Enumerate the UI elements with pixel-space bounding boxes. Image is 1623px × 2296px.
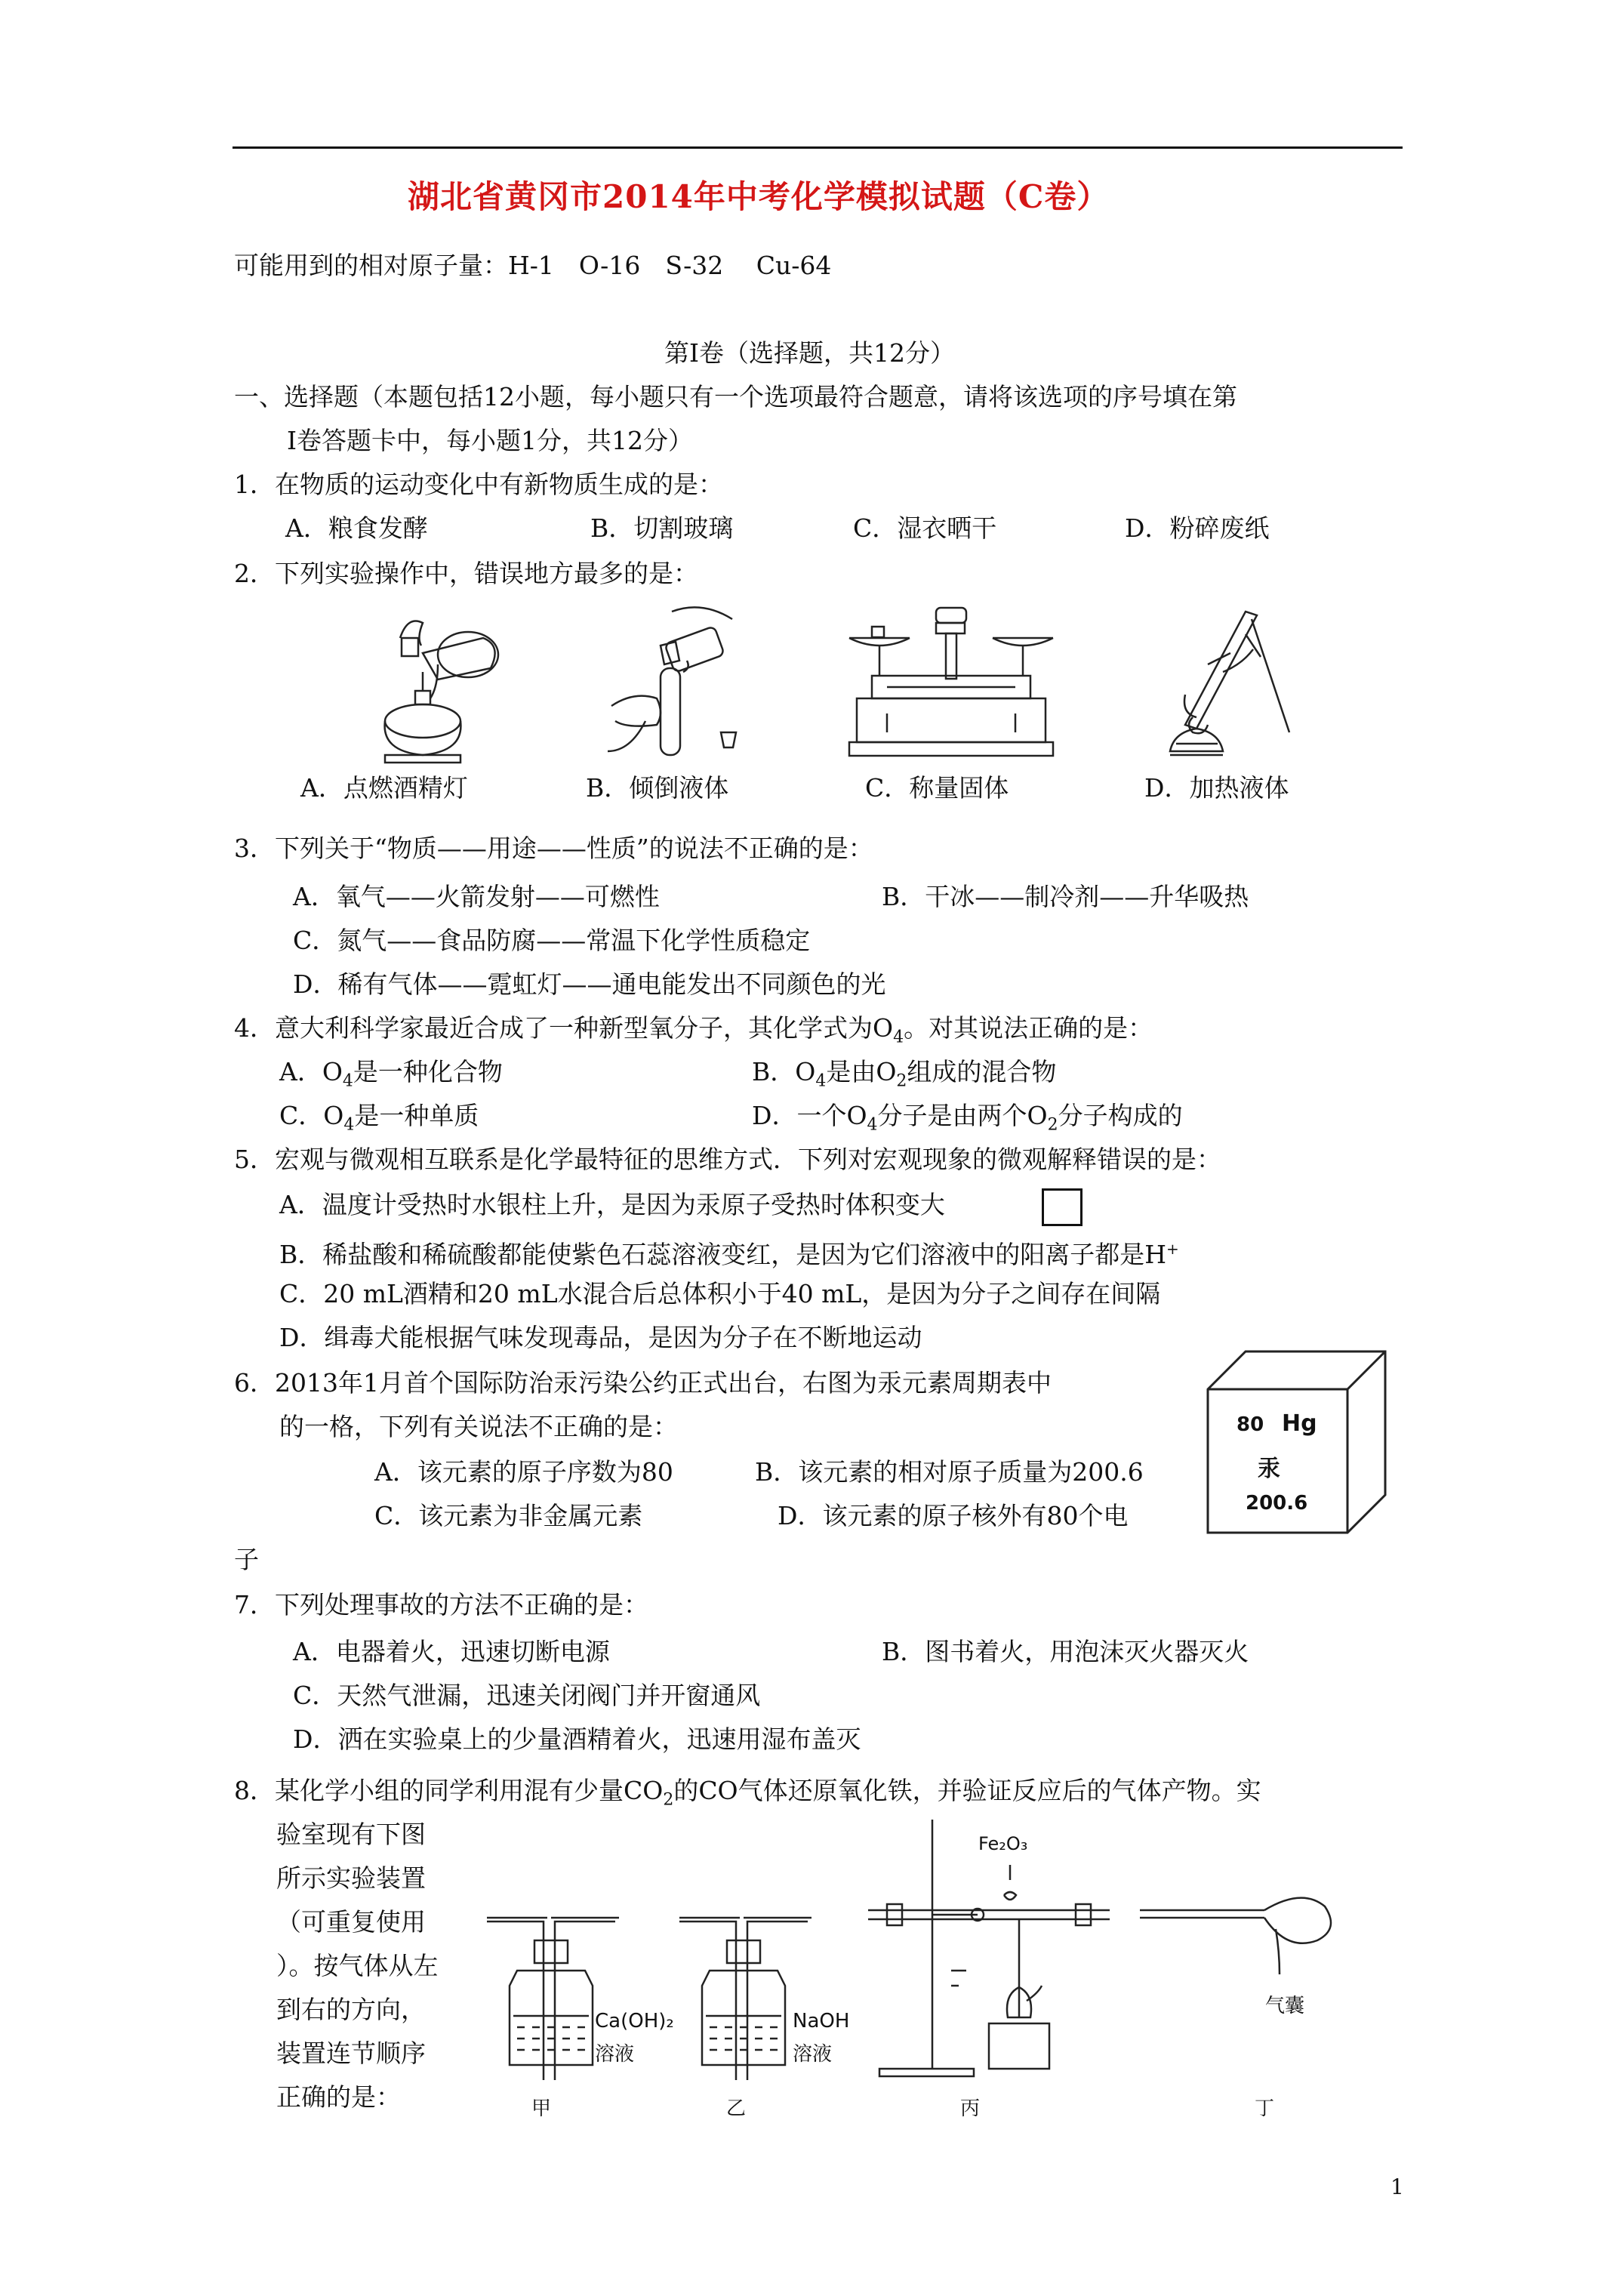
q6-stem-line1: 6．2013年1月首个国际防治汞污染公约正式出台，右图为汞元素周期表中 <box>234 1368 1052 1398</box>
q8-side-line-5: 到右的方向， <box>276 1995 426 2024</box>
q1-option-b: B．切割玻璃 <box>590 513 734 543</box>
q1-option-d: D．粉碎废纸 <box>1125 513 1270 543</box>
answer-box <box>1042 1188 1083 1226</box>
element-symbol: Hg <box>1282 1410 1317 1437</box>
q7-stem: 7．下列处理事故的方法不正确的是： <box>234 1590 648 1620</box>
ding-reagent: 气囊 <box>1265 1995 1305 2017</box>
q6-wrap: 子 <box>234 1545 259 1574</box>
q3-option-b: B．干冰——制冷剂——升华吸热 <box>882 882 1249 911</box>
instruction-line1: 一、选择题（本题包括12小题，每小题只有一个选项最符合题意，请将该选项的序号填在第 <box>234 382 1237 411</box>
apparatus-label-yi: 乙 <box>726 2097 747 2120</box>
q2-option-a: A．点燃酒精灯 <box>300 773 468 803</box>
q2-option-b: B．倾倒液体 <box>586 773 729 803</box>
q6-option-b: B．该元素的相对原子质量为200.6 <box>755 1457 1144 1487</box>
q6-option-c: C．该元素为非金属元素 <box>374 1501 643 1530</box>
q3-option-c: C．氮气——食品防腐——常温下化学性质稳定 <box>293 926 811 955</box>
q2-option-c: C．称量固体 <box>865 773 1009 803</box>
q4-stem: 4．意大利科学家最近合成了一种新型氧分子，其化学式为$O_4$。对其说法正确的是： <box>234 1013 1153 1047</box>
heating-liquid-figure <box>1140 604 1298 770</box>
yi-reagent-formula: NaOH <box>793 2010 850 2032</box>
apparatus-label-ding: 丁 <box>1255 2097 1275 2120</box>
reduction-tube-bing-figure <box>861 1820 1117 2084</box>
top-rule <box>233 146 1403 149</box>
q6-option-d: D．该元素的原子核外有80个电 <box>778 1501 1129 1530</box>
q8-side-line-4: ）。按气体从左 <box>276 1951 439 1980</box>
balance-figure <box>842 608 1061 770</box>
q4-option-b: B．$O_4$是由$O_2$组成的混合物 <box>752 1057 1057 1091</box>
page-number: 1 <box>1390 2174 1404 2199</box>
q8-side-line-3: （可重复使用 <box>276 1907 426 1937</box>
yi-reagent-solution: 溶液 <box>793 2043 833 2066</box>
element-name: 汞 <box>1258 1456 1280 1482</box>
q7-option-a: A．电器着火，迅速切断电源 <box>293 1637 610 1666</box>
q3-option-d: D．稀有气体——霓虹灯——通电能发出不同颜色的光 <box>293 969 886 999</box>
q5-option-b: B．稀盐酸和稀硫酸都能使紫色石蕊溶液变红，是因为它们溶液中的阳离子都是H+ <box>279 1240 1179 1269</box>
q6-stem-line2: 的一格，下列有关说法不正确的是： <box>279 1412 678 1441</box>
q3-option-a: A．氧气——火箭发射——可燃性 <box>293 882 660 911</box>
q1-option-a: A．粮食发酵 <box>285 513 428 543</box>
q8-stem: 8．某化学小组的同学利用混有少量$CO_2$的CO气体还原氧化铁，并验证反应后的气体产物。实 <box>234 1776 1261 1810</box>
jia-reagent-formula: Ca(OH)₂ <box>595 2010 674 2032</box>
apparatus-label-bing: 丙 <box>960 2097 981 2120</box>
q3-stem: 3．下列关于“物质——用途——性质”的说法不正确的是： <box>234 834 873 863</box>
q8-side-line-7: 正确的是： <box>276 2082 401 2112</box>
q7-option-d: D．洒在实验桌上的少量酒精着火，迅速用湿布盖灭 <box>293 1724 861 1754</box>
q5-option-d: D．缉毒犬能根据气味发现毒品，是因为分子在不断地运动 <box>279 1323 922 1352</box>
atomic-masses: 可能用到的相对原子量：H-1 O-16 S-32 Cu-64 <box>234 251 832 280</box>
q5-stem: 5．宏观与微观相互联系是化学最特征的思维方式．下列对宏观现象的微观解释错误的是： <box>234 1145 1221 1174</box>
q4-option-a: A．$O_4$是一种化合物 <box>279 1057 503 1091</box>
apparatus-label-jia: 甲 <box>531 2097 552 2120</box>
element-mass: 200.6 <box>1246 1492 1308 1515</box>
alcohol-lamp-lighting-figure <box>355 608 513 770</box>
q8-side-line-1: 验室现有下图 <box>276 1820 426 1849</box>
q2-option-d: D．加热液体 <box>1144 773 1289 803</box>
q8-side-line-2: 所示实验装置 <box>276 1863 426 1893</box>
q2-stem: 2．下列实验操作中，错误地方最多的是： <box>234 559 698 588</box>
element-number: 80 <box>1236 1413 1264 1436</box>
q4-option-c: C．$O_4$是一种单质 <box>279 1101 479 1135</box>
page-title: 湖北省黄冈市2014年中考化学模拟试题（C卷） <box>408 178 1110 215</box>
q5-option-c: C．20 mL酒精和20 mL水混合后总体积小于40 mL，是因为分子之间存在间隔 <box>279 1279 1161 1308</box>
q8-side-line-6: 装置连节顺序 <box>276 2039 426 2068</box>
instruction-line2: Ⅰ卷答题卡中，每小题1分，共12分） <box>287 426 694 455</box>
bing-reagent: Fe₂O₃ <box>978 1833 1028 1854</box>
q6-option-a: A．该元素的原子序数为80 <box>374 1457 673 1487</box>
section-heading: 第Ⅰ卷（选择题，共12分） <box>664 338 956 368</box>
gas-bag-ding-figure <box>1140 1888 1336 2001</box>
q5-option-a: A．温度计受热时水银柱上升，是因为汞原子受热时体积变大 <box>279 1190 945 1219</box>
q4-option-d: D．一个$O_4$分子是由两个$O_2$分子构成的 <box>752 1101 1183 1135</box>
q7-option-b: B．图书着火，用泡沫灭火器灭火 <box>882 1637 1249 1666</box>
q1-stem: 1．在物质的运动变化中有新物质生成的是： <box>234 470 723 499</box>
jia-reagent-solution: 溶液 <box>595 2043 635 2066</box>
q1-option-c: C．湿衣晒干 <box>853 513 997 543</box>
q7-option-c: C．天然气泄漏，迅速关闭阀门并开窗通风 <box>293 1681 761 1710</box>
pouring-liquid-figure <box>596 600 755 770</box>
